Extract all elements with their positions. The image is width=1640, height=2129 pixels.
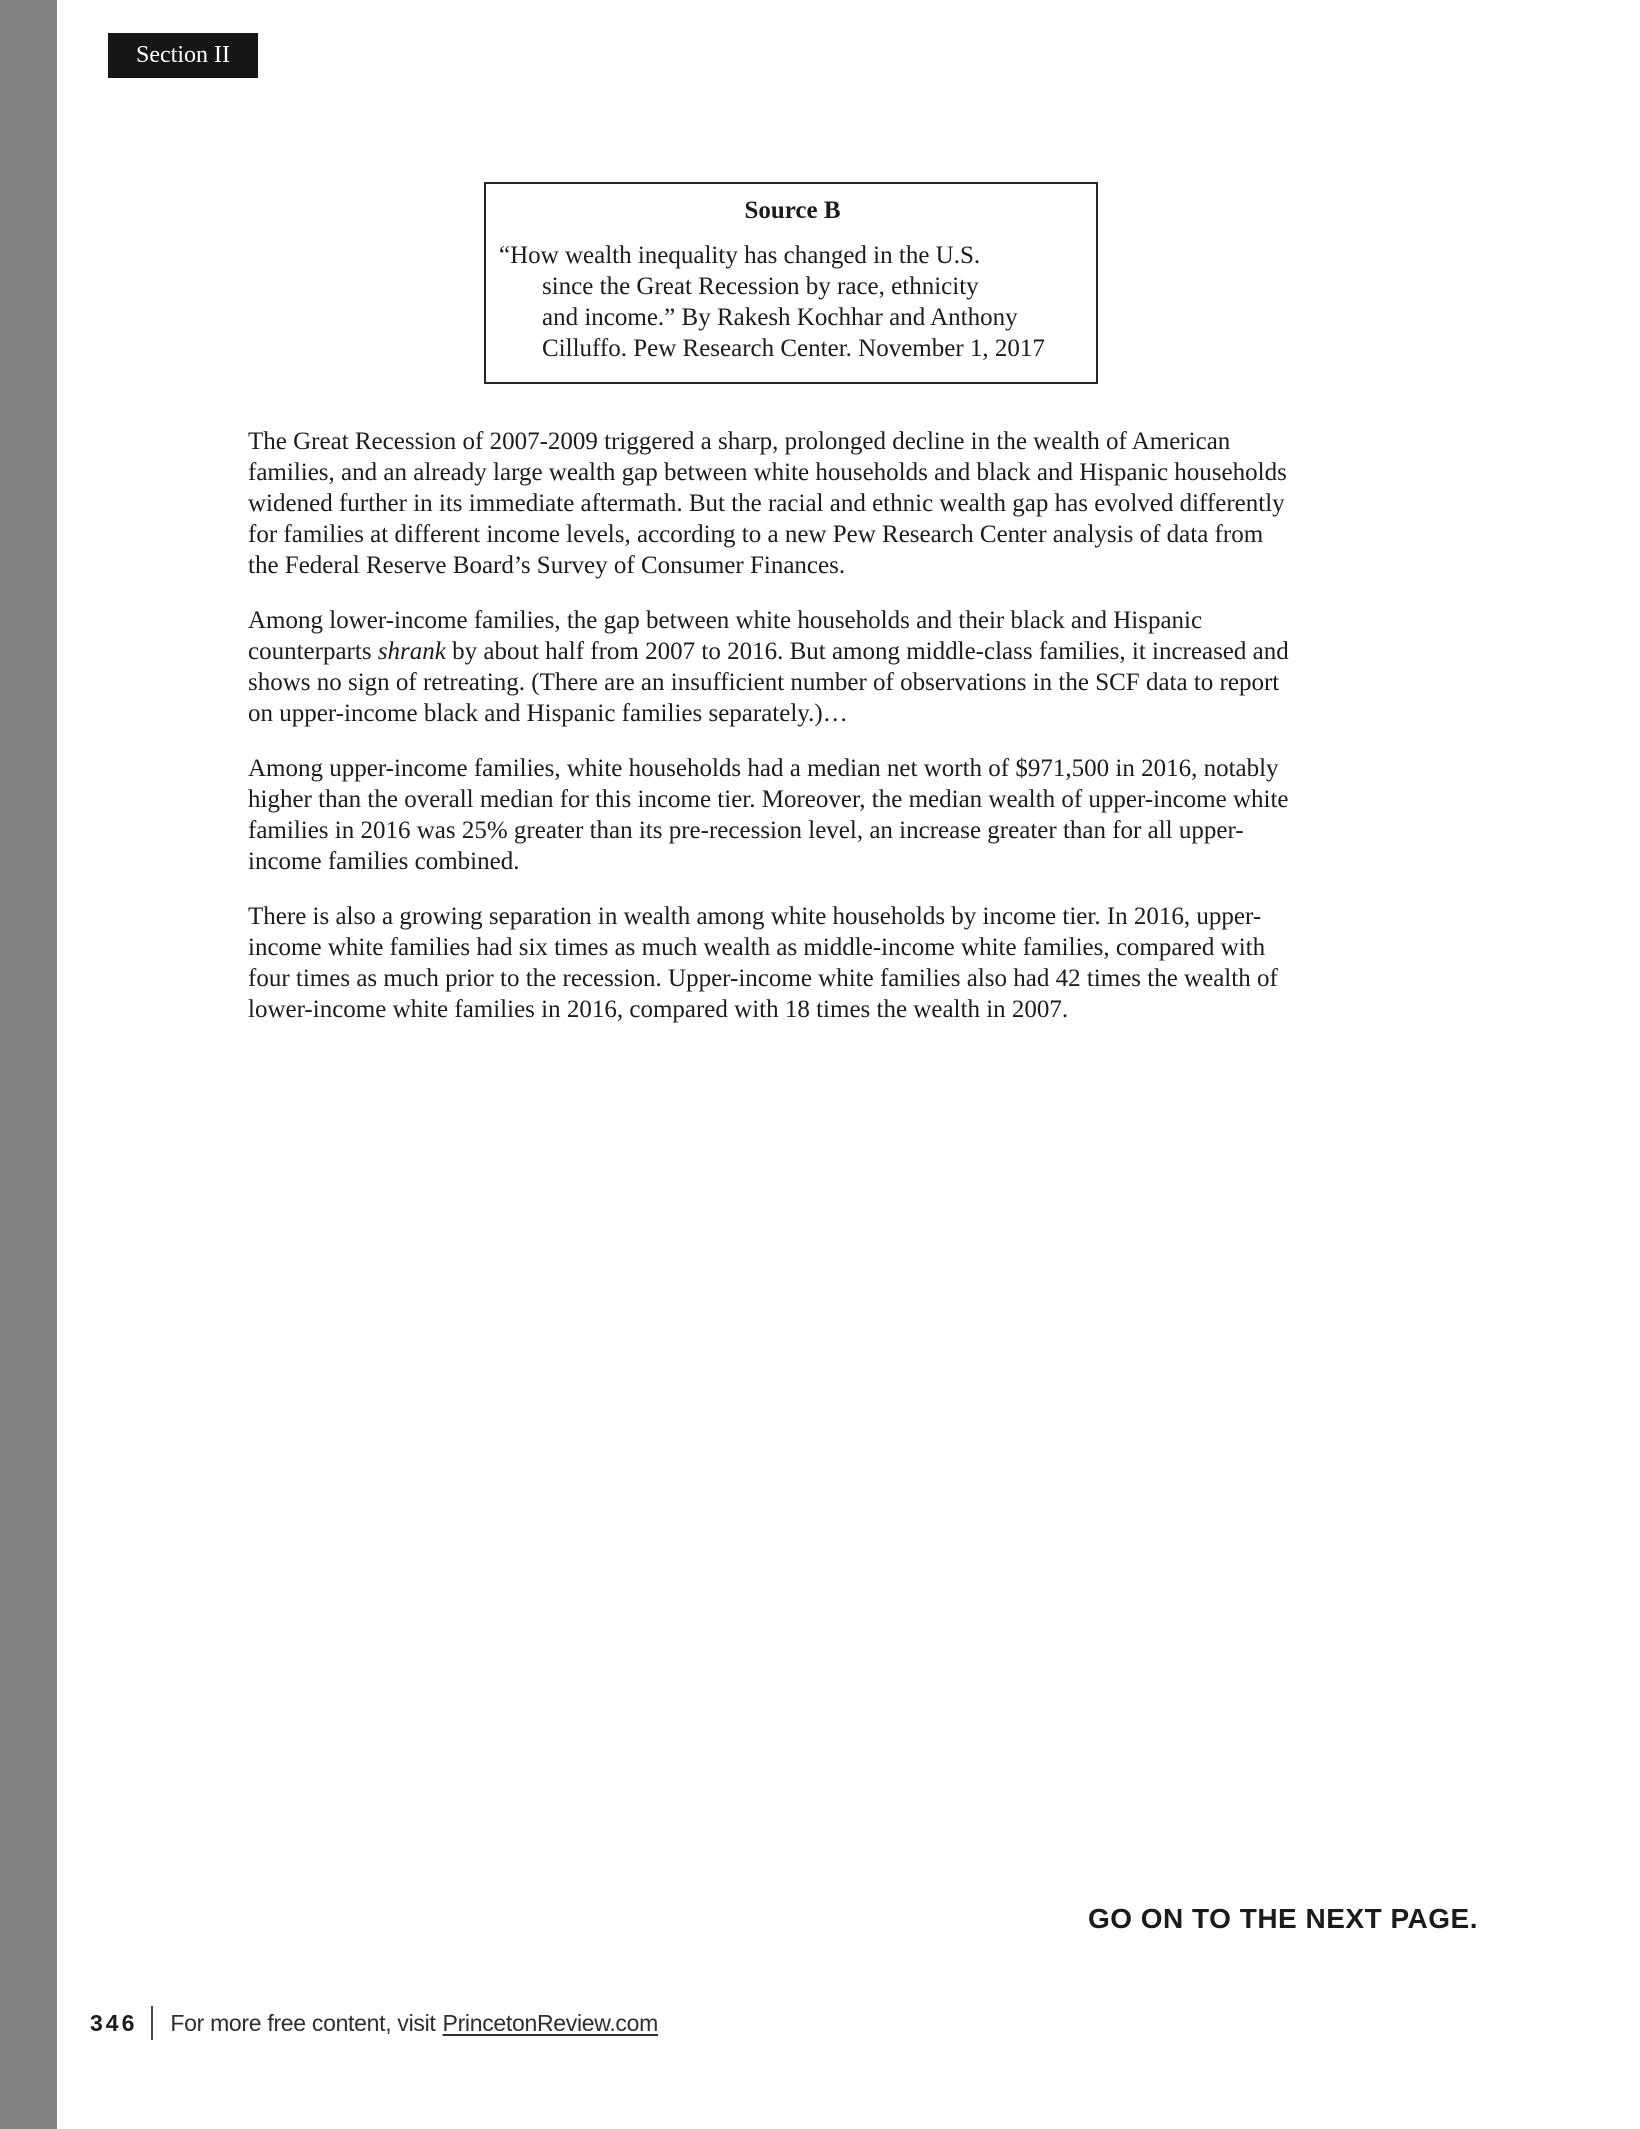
footer-link[interactable]: PrincetonReview.com: [442, 2009, 658, 2036]
footer-divider: [151, 2006, 153, 2040]
passage-line: the Federal Reserve Board’s Survey of Consumer Finances.: [248, 552, 846, 579]
source-title: Source B: [744, 197, 841, 224]
passage-line: four times as much prior to the recession. Upper-income white families also had 42 times the wealth of: [248, 965, 1278, 992]
citation-line: and income.” By Rakesh Kochhar and Anthony: [542, 304, 1018, 331]
section-label-text: Section II: [136, 42, 230, 68]
paragraph-3: [248, 753, 1289, 877]
passage-line: Among upper-income families, white households had a median net worth of $971,500 in 2016, notably: [248, 755, 1279, 782]
citation-line: “How wealth inequality has changed in the U.S.: [499, 242, 981, 269]
passage-line: There is also a growing separation in wealth among white households by income tier. In 2016, upper-: [248, 903, 1262, 930]
passage-text: [248, 426, 1289, 1049]
passage-line: Among lower-income families, the gap between white households and their black and Hispanic: [248, 607, 1203, 634]
passage-line: income white families had six times as much wealth as middle-income white families, compared with: [248, 934, 1266, 961]
left-margin-strip: [0, 0, 57, 2129]
passage-line: shows no sign of retreating. (There are an insufficient number of observations in the SCF data to report: [248, 669, 1280, 696]
passage-line: higher than the overall median for this income tier. Moreover, the median wealth of upper-income white: [248, 786, 1289, 813]
citation-line: since the Great Recession by race, ethnicity: [542, 273, 979, 300]
passage-line: families, and an already large wealth gap between white households and black and Hispanic households: [248, 459, 1287, 486]
paragraph-2: [248, 605, 1289, 729]
passage-line: lower-income white families in 2016, compared with 18 times the wealth in 2007.: [248, 996, 1069, 1023]
page-footer: [90, 2006, 658, 2040]
go-on-instruction: GO ON TO THE NEXT PAGE.: [1087, 1903, 1478, 1934]
section-label: [108, 33, 258, 78]
passage-text-segment: counterparts: [248, 638, 378, 665]
paragraph-1: [248, 426, 1289, 581]
footer-text: For more free content, visit: [170, 2009, 436, 2036]
page-number: 346: [90, 2009, 138, 2036]
source-box: [484, 182, 1098, 384]
passage-line: income families combined.: [248, 848, 520, 875]
italic-word: shrank: [377, 638, 446, 665]
passage-line: families in 2016 was 25% greater than its pre-recession level, an increase greater than for all upper-: [248, 817, 1244, 844]
citation-line: Cilluffo. Pew Research Center. November 1, 2017: [542, 335, 1045, 362]
passage-line: widened further in its immediate aftermath. But the racial and ethnic wealth gap has evolved differently: [248, 490, 1285, 517]
source-citation: [499, 240, 1086, 364]
passage-line: on upper-income black and Hispanic families separately.)…: [248, 700, 848, 727]
paragraph-4: [248, 901, 1289, 1025]
passage-line: The Great Recession of 2007-2009 triggered a sharp, prolonged decline in the wealth of American: [248, 428, 1231, 455]
passage-line: for families at different income levels, according to a new Pew Research Center analysis of data from: [248, 521, 1264, 548]
passage-text-segment: by about half from 2007 to 2016. But among middle-class families, it increased and: [445, 638, 1289, 665]
passage-line: [248, 636, 1289, 667]
